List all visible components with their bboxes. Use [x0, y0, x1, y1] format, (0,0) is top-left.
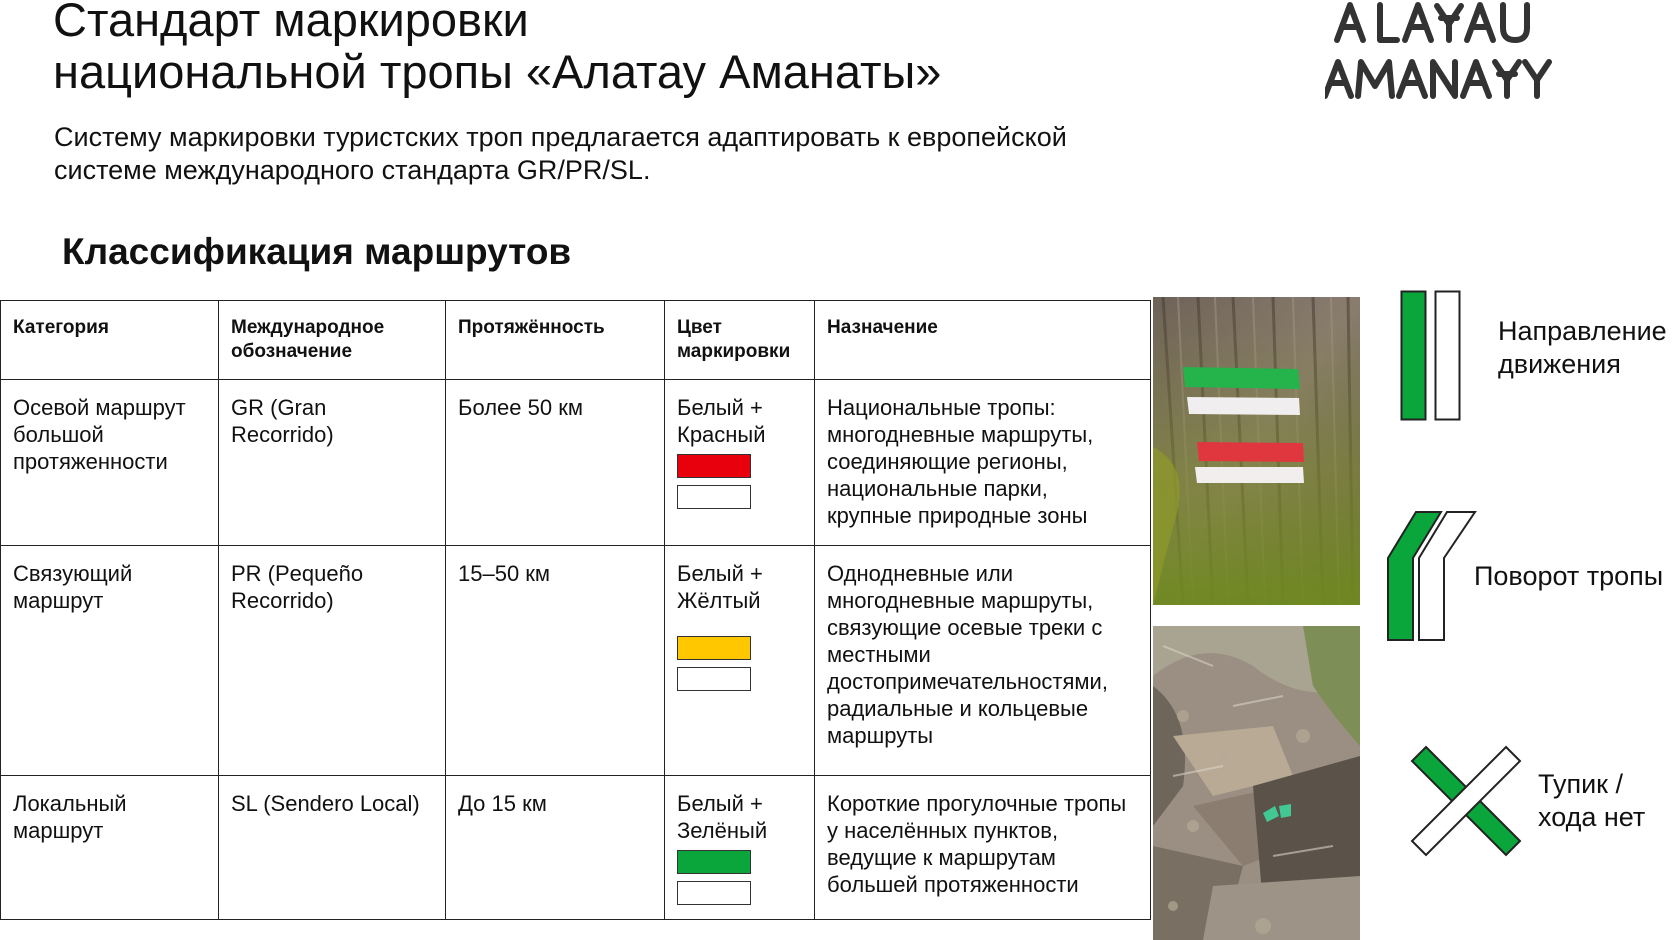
subtitle — [54, 121, 1204, 187]
header-category: Категория — [1, 301, 219, 380]
subtitle-line-2: системе международного стандарта GR/PR/SL. — [54, 155, 651, 185]
white-swatch — [677, 485, 751, 509]
route-classification-table — [0, 300, 1151, 920]
rocky-trail-marking-photo — [1153, 626, 1360, 940]
yellow-swatch — [677, 636, 751, 660]
cell-color — [665, 380, 815, 546]
white-swatch — [677, 881, 751, 905]
cell-color — [665, 776, 815, 920]
color-label: Белый + Жёлтый — [677, 561, 763, 613]
cell-purpose: Национальные тропы: многодневные маршруты, соединяющие регионы, национальные парки, крупные природные зоны — [815, 380, 1151, 546]
legend-label-dead-end: Тупик / хода нет — [1538, 769, 1646, 832]
green-swatch — [677, 850, 751, 874]
header-purpose: Назначение — [815, 301, 1151, 380]
color-label: Белый + Зелёный — [677, 791, 768, 843]
cell-length: 15–50 км — [446, 546, 665, 776]
table-row-sl — [1, 776, 1151, 920]
color-label: Белый + Красный — [677, 395, 766, 447]
alatau-amanaty-logo — [1325, 0, 1575, 112]
subtitle-line-1: Систему маркировки туристских троп предлагается адаптировать к европейской — [54, 122, 1067, 152]
cell-designation: GR (Gran Recorrido) — [219, 380, 446, 546]
table-row-gr — [1, 380, 1151, 546]
header-length: Протяжённость — [446, 301, 665, 380]
legend-label-turn: Поворот тропы — [1474, 561, 1664, 591]
cell-purpose: Однодневные или многодневные маршруты, связующие осевые треки с местными достопримечательностями, радиальные и кольцевые маршруты — [815, 546, 1151, 776]
cell-purpose: Короткие прогулочные тропы у населённых пунктов, ведущие к маршрутам большей протяженности — [815, 776, 1151, 920]
direction-marker-icon — [1400, 290, 1462, 422]
trail-turn-marker-icon — [1386, 510, 1478, 642]
cell-designation: PR (Pequeño Recorrido) — [219, 546, 446, 776]
header-designation: Международное обозначение — [219, 301, 446, 380]
cell-category: Связующий маршрут — [1, 546, 219, 776]
page-title — [53, 0, 941, 98]
white-swatch — [677, 667, 751, 691]
cell-designation: SL (Sendero Local) — [219, 776, 446, 920]
cell-length: До 15 км — [446, 776, 665, 920]
dead-end-marker-icon — [1410, 745, 1522, 857]
cell-length: Более 50 км — [446, 380, 665, 546]
legend-label-direction: Направление движения — [1498, 316, 1667, 379]
cell-color — [665, 546, 815, 776]
table-row-pr — [1, 546, 1151, 776]
section-title: Классификация маршрутов — [62, 231, 572, 272]
cell-category: Осевой маршрут большой протяженности — [1, 380, 219, 546]
title-line-2: национальной тропы «Алатау Аманаты» — [53, 45, 942, 98]
table-header-row — [1, 301, 1151, 380]
header-color: Цвет маркировки — [665, 301, 815, 380]
red-swatch — [677, 454, 751, 478]
cell-category: Локальный маршрут — [1, 776, 219, 920]
tree-trunk-marking-photo — [1153, 297, 1360, 605]
title-line-1: Стандарт маркировки — [53, 0, 529, 46]
